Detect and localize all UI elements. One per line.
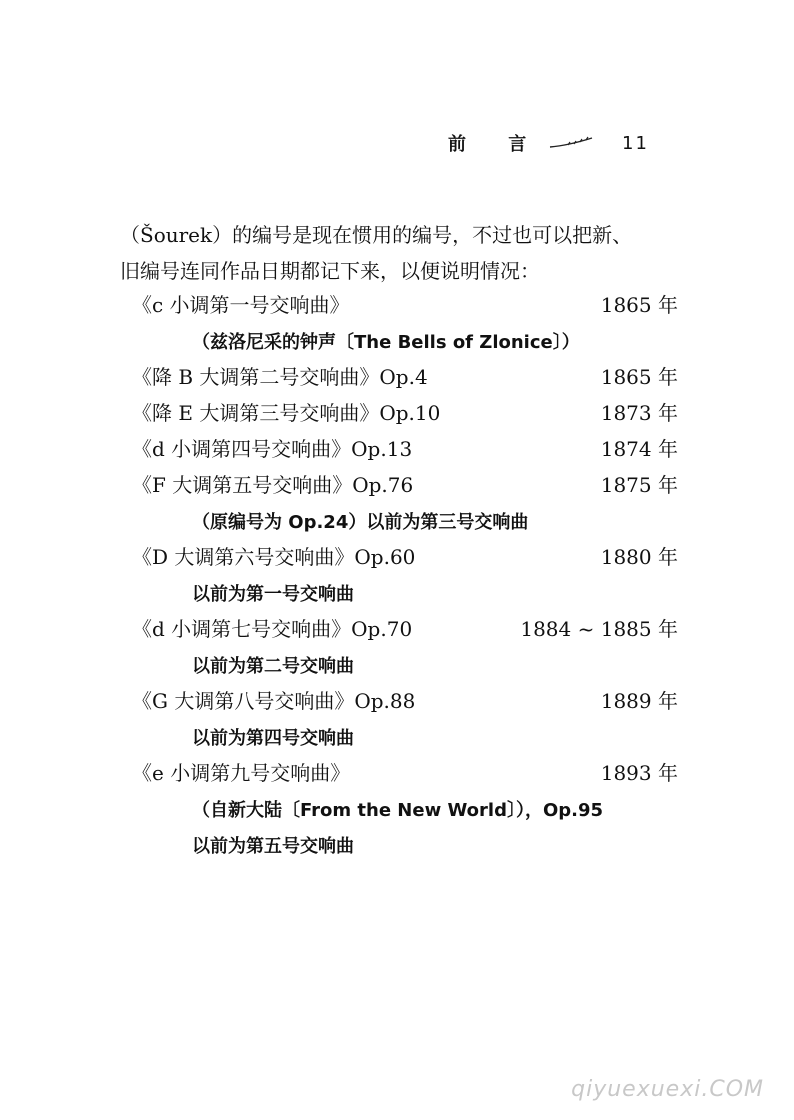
symphony-year: 1865 年 [600,293,678,317]
symphony-entry [0,538,794,574]
symphony-entry [0,682,794,718]
symphony-entry [0,286,794,322]
symphony-year: 1880 年 [600,545,678,569]
symphony-note [0,574,794,610]
symphony-year: 1874 年 [600,437,678,461]
symphony-year: 1873 年 [600,401,678,425]
ornament-icon [548,135,594,151]
symphony-note [0,790,794,826]
symphony-year: 1865 年 [600,365,678,389]
page-number: 11 [622,132,649,154]
symphony-note-text: 以前为第一号交响曲 [192,584,354,605]
symphony-title: 《降 B 大调第二号交响曲》Op.4 [132,365,428,389]
watermark: qiyuexuexi.COM [571,1077,764,1102]
symphony-note-text: 以前为第二号交响曲 [192,656,354,677]
symphony-note-text: （自新大陆〔From the New World〕），Op.95 [192,800,604,821]
symphony-entry [0,466,794,502]
symphony-note [0,826,794,862]
intro-line-1: （Šourek）的编号是现在惯用的编号，不过也可以把新、 [120,223,633,247]
symphony-note [0,322,794,358]
symphony-entry [0,610,794,646]
symphony-title: 《F 大调第五号交响曲》Op.76 [132,473,414,497]
symphony-year: 1893 年 [600,761,678,785]
symphony-note [0,646,794,682]
symphony-entry [0,358,794,394]
symphony-title: 《d 小调第七号交响曲》Op.70 [132,617,413,641]
symphony-title: 《c 小调第一号交响曲》 [132,293,350,317]
symphony-year: 1884 ~ 1885 年 [520,617,678,641]
symphony-title: 《D 大调第六号交响曲》Op.60 [132,545,416,569]
symphony-title: 《G 大调第八号交响曲》Op.88 [132,689,416,713]
symphony-note-text: 以前为第五号交响曲 [192,836,354,857]
symphony-note [0,718,794,754]
symphony-entry [0,394,794,430]
symphony-note-text: （原编号为 Op.24）以前为第三号交响曲 [192,512,529,533]
symphony-year: 1889 年 [600,689,678,713]
symphony-year: 1875 年 [600,473,678,497]
symphony-entry [0,430,794,466]
symphony-title: 《d 小调第四号交响曲》Op.13 [132,437,413,461]
intro-line-2: 旧编号连同作品日期都记下来，以便说明情况： [120,259,540,283]
symphony-entry [0,754,794,790]
symphony-title: 《e 小调第九号交响曲》 [132,761,351,785]
symphony-note-text: 以前为第四号交响曲 [192,728,354,749]
symphony-list [0,286,794,862]
symphony-title: 《降 E 大调第三号交响曲》Op.10 [132,401,441,425]
page-header [448,128,649,158]
symphony-note-text: （兹洛尼采的钟声〔The Bells of Zlonice〕） [192,332,580,353]
header-title: 前 言 [448,134,545,155]
symphony-note [0,502,794,538]
